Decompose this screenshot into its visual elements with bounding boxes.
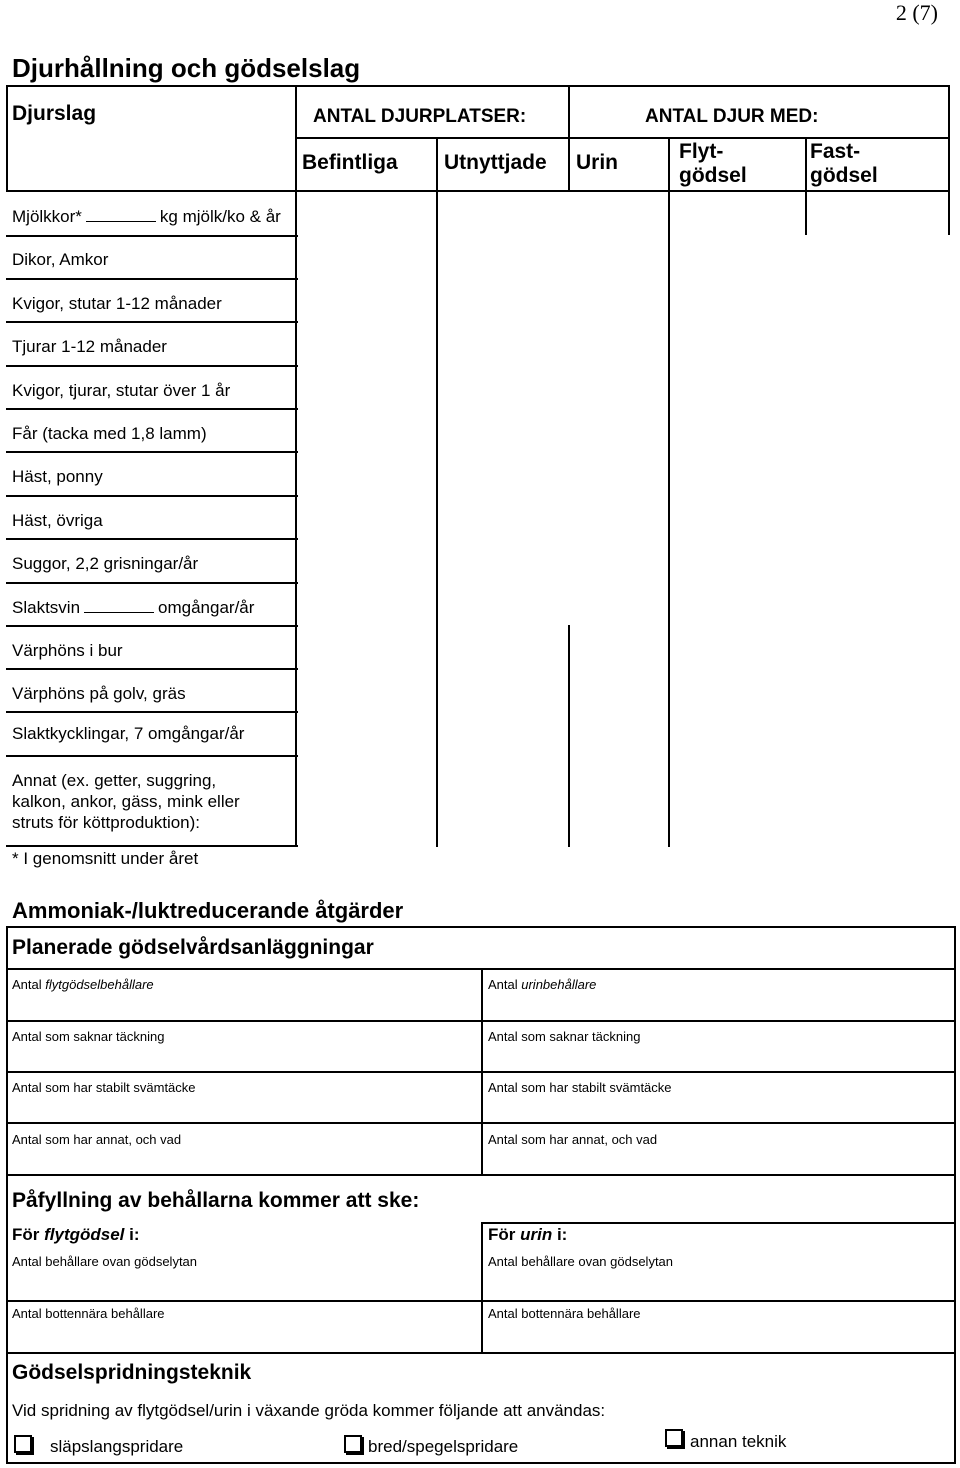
row-label-text: Värphöns på golv, gräs bbox=[12, 684, 186, 703]
label-suffix: i: bbox=[124, 1225, 140, 1244]
field-urin-bottennara[interactable]: Antal bottennära behållare bbox=[488, 1306, 641, 1321]
field-label-prefix: Antal bbox=[488, 977, 522, 992]
row-label-suffix: kg mjölk/ko & år bbox=[159, 207, 281, 226]
row-label-text: Får (tacka med 1,8 lamm) bbox=[12, 424, 207, 443]
checkbox-annan-teknik[interactable] bbox=[665, 1429, 683, 1447]
footnote: * I genomsnitt under året bbox=[12, 849, 199, 868]
option-label-slapslangspridare: släpslangspridare bbox=[50, 1437, 184, 1456]
section-title-pafyllning: Påfyllning av behållarna kommer att ske: bbox=[12, 1189, 420, 1212]
row-label-text: Häst, ponny bbox=[12, 467, 103, 486]
row-label bbox=[12, 770, 240, 833]
label-prefix: För bbox=[12, 1225, 45, 1244]
row-label bbox=[12, 337, 167, 357]
field-antal-flytgodselbehallare[interactable] bbox=[12, 977, 154, 992]
label-for-urin bbox=[488, 1225, 567, 1245]
label-emphasis: flytgödsel bbox=[44, 1225, 125, 1244]
page-title: Djurhållning och gödselslag bbox=[12, 53, 361, 83]
field-flyt-bottennara[interactable]: Antal bottennära behållare bbox=[12, 1306, 165, 1321]
row-label-text: Suggor, 2,2 grisningar/år bbox=[12, 554, 199, 573]
field-label-emphasis: flytgödselbehållare bbox=[45, 977, 154, 992]
spridning-instruction: Vid spridning av flytgödsel/urin i växande gröda kommer följande att användas: bbox=[12, 1401, 606, 1420]
row-label-text: Tjurar 1-12 månader bbox=[12, 337, 167, 356]
row-label bbox=[12, 598, 254, 618]
field-flyt-saknar-tackning[interactable]: Antal som saknar täckning bbox=[12, 1029, 165, 1044]
row-label bbox=[12, 424, 207, 444]
section-title-spridning: Gödselspridningsteknik bbox=[12, 1361, 252, 1384]
checkbox-bred-spegelspridare[interactable] bbox=[344, 1435, 362, 1453]
row-label-text: Annat (ex. getter, suggring, kalkon, ankor, gäss, mink eller struts för köttproduktion): bbox=[12, 771, 240, 832]
column-header-djurslag: Djurslag bbox=[12, 102, 97, 125]
row-label-text: Slaktsvin bbox=[12, 598, 81, 617]
field-urin-annat[interactable]: Antal som har annat, och vad bbox=[488, 1132, 658, 1147]
row-label bbox=[12, 554, 198, 574]
row-label-text: Kvigor, stutar 1-12 månader bbox=[12, 294, 222, 313]
row-label bbox=[12, 381, 230, 401]
row-label-suffix: omgångar/år bbox=[158, 598, 255, 617]
row-label bbox=[12, 207, 281, 227]
field-urin-ovan-godselytan[interactable]: Antal behållare ovan gödselytan bbox=[488, 1254, 674, 1269]
row-label bbox=[12, 684, 186, 704]
option-label-bred-spegelspridare: bred/spegelspridare bbox=[368, 1437, 519, 1456]
row-label-text: Dikor, Amkor bbox=[12, 250, 109, 269]
column-header-fastgodsel: Fast- gödsel bbox=[810, 140, 878, 187]
subtitle-planerade: Planerade gödselvårdsanläggningar bbox=[12, 936, 374, 959]
column-header-flytgodsel: Flyt- gödsel bbox=[679, 140, 747, 187]
row-label-text: Kvigor, tjurar, stutar över 1 år bbox=[12, 381, 231, 400]
row-label-text: Mjölkkor* bbox=[12, 207, 82, 226]
row-label bbox=[12, 467, 103, 487]
section-title-ammoniak: Ammoniak-/luktreducerande åtgärder bbox=[12, 898, 404, 923]
group-header-djur-med: ANTAL DJUR MED: bbox=[645, 106, 819, 127]
label-suffix: i: bbox=[552, 1225, 568, 1244]
page-number: 2 (7) bbox=[895, 0, 938, 25]
column-header-befintliga: Befintliga bbox=[302, 151, 398, 174]
field-urin-svamtacke[interactable]: Antal som har stabilt svämtäcke bbox=[488, 1080, 672, 1095]
row-label bbox=[12, 724, 244, 744]
group-header-djurplatser: ANTAL DJURPLATSER: bbox=[313, 106, 527, 127]
checkbox-slapslangspridare[interactable] bbox=[14, 1435, 32, 1453]
field-label-prefix: Antal bbox=[12, 977, 46, 992]
field-flyt-annat[interactable]: Antal som har annat, och vad bbox=[12, 1132, 182, 1147]
row-label bbox=[12, 250, 108, 270]
label-for-flytgodsel bbox=[12, 1225, 140, 1245]
row-label-text: Häst, övriga bbox=[12, 511, 103, 530]
row-label bbox=[12, 641, 123, 661]
field-flyt-ovan-godselytan[interactable]: Antal behållare ovan gödselytan bbox=[12, 1254, 198, 1269]
row-label bbox=[12, 294, 222, 314]
field-antal-urinbehallare[interactable] bbox=[488, 977, 596, 992]
option-label-annan-teknik: annan teknik bbox=[690, 1432, 787, 1451]
field-flyt-svamtacke[interactable]: Antal som har stabilt svämtäcke bbox=[12, 1080, 196, 1095]
row-label-text: Slaktkycklingar, 7 omgångar/år bbox=[12, 724, 245, 743]
column-header-utnyttjade: Utnyttjade bbox=[444, 151, 547, 174]
label-prefix: För bbox=[488, 1225, 521, 1244]
row-label bbox=[12, 511, 103, 531]
label-emphasis: urin bbox=[520, 1225, 553, 1244]
column-header-urin: Urin bbox=[576, 151, 618, 174]
row-label-text: Värphöns i bur bbox=[12, 641, 123, 660]
fill-in-blank[interactable] bbox=[84, 598, 154, 613]
field-urin-saknar-tackning[interactable]: Antal som saknar täckning bbox=[488, 1029, 641, 1044]
field-label-emphasis: urinbehållare bbox=[521, 977, 597, 992]
fill-in-blank[interactable] bbox=[86, 207, 156, 222]
